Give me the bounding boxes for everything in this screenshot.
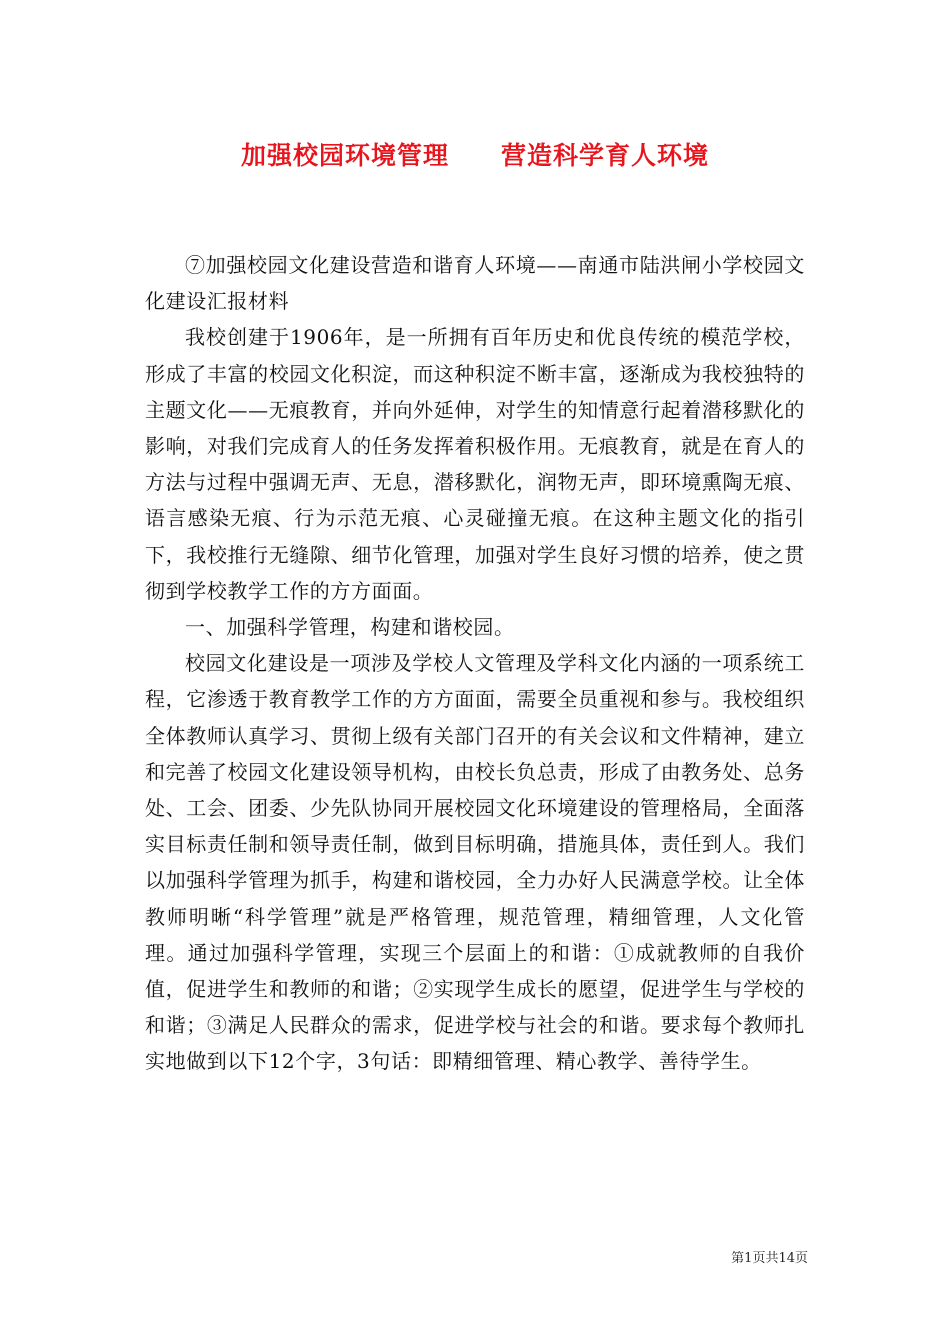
page-footer: 第1页共14页 bbox=[731, 1251, 808, 1266]
document-title bbox=[0, 136, 950, 172]
document-body bbox=[145, 247, 805, 1080]
section-heading-1: 一、加强科学管理，构建和谐校园。 bbox=[185, 615, 515, 640]
title-part-2: 营造科学育人环境 bbox=[501, 141, 710, 170]
title-part-1: 加强校园环境管理 bbox=[240, 141, 449, 170]
paragraph-section-1: 校园文化建设是一项涉及学校人文管理及学科文化内涵的一项系统工程，它渗透于教育教学工作的方方面面，需要全员重视和参与。我校组织全体教师认真学习、贯彻上级有关部门召开的有关会议和文件精神，建立和完善了校园文化建设领导机构，由校长负总责，形成了由教务处、总务处、工会、团委、少先队协同开展校园文化环境建设的管理格局，全面落实目标责任制和领导责任制，做到目标明确，措施具体，责任到人。我们以加强科学管理为抓手，构建和谐校园，全力办好人民满意学校。让全体教师明晰“科学管理”就是严格管理，规范管理，精细管理，人文化管理。通过加强科学管理，实现三个层面上的和谐：①成就教师的自我价值，促进学生和教师的和谐；②实现学生成长的愿望，促进学生与学校的和谐；③满足人民群众的需求，促进学校与社会的和谐。要求每个教师扎实地做到以下12个字，3句话：即精细管理、精心教学、善待学生。 bbox=[145, 651, 805, 1074]
paragraph-subtitle: ⑦加强校园文化建设营造和谐育人环境——南通市陆洪闸小学校园文化建设汇报材料 bbox=[145, 253, 805, 314]
paragraph-intro: 我校创建于1906年，是一所拥有百年历史和优良传统的模范学校，形成了丰富的校园文化积淀，而这种积淀不断丰富，逐渐成为我校独特的主题文化——无痕教育，并向外延伸，对学生的知情意行起着潜移默化的影响，对我们完成育人的任务发挥着积极作用。无痕教育，就是在育人的方法与过程中强调无声、无息，潜移默化，润物无声，即环境熏陶无痕、语言感染无痕、行为示范无痕、心灵碰撞无痕。在这种主题文化的指引下，我校推行无缝隙、细节化管理，加强对学生良好习惯的培养，使之贯彻到学校教学工作的方方面面。 bbox=[145, 325, 805, 603]
